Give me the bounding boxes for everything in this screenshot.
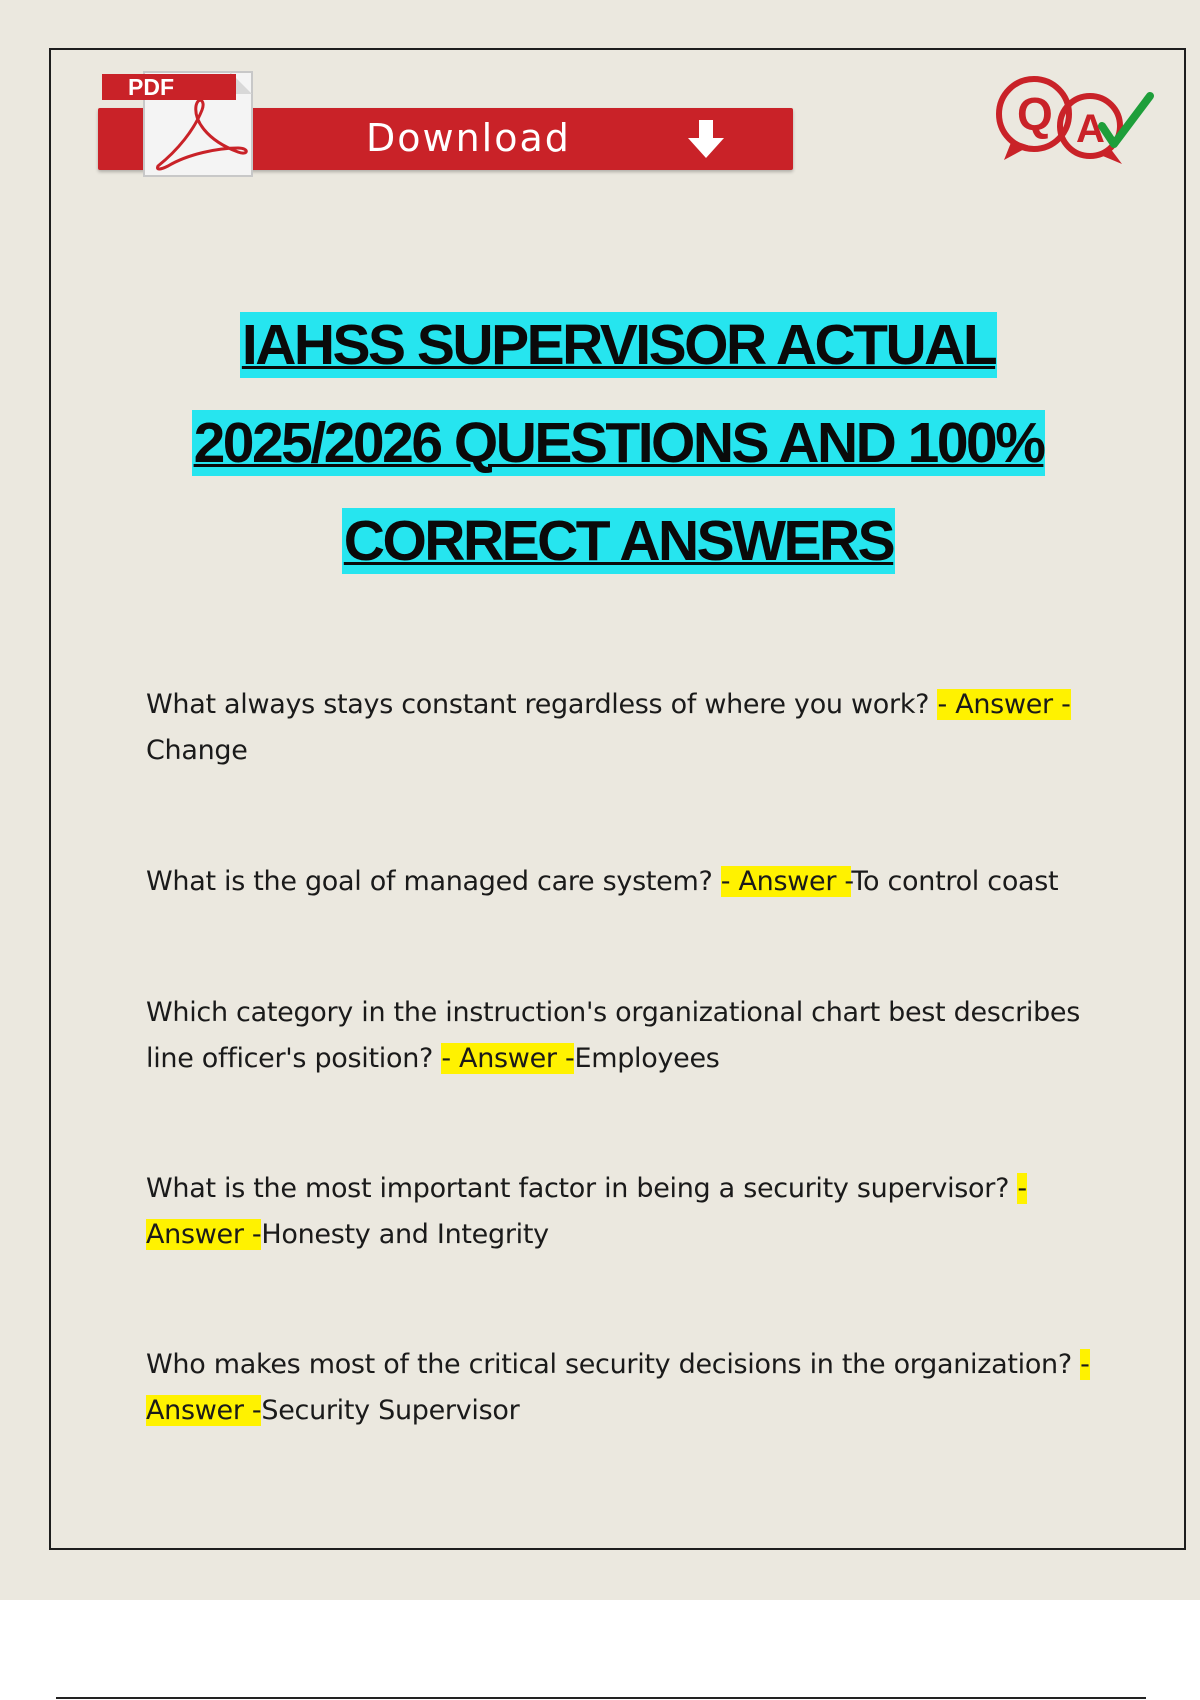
pdf-badge-text: PDF: [128, 74, 174, 100]
answer-marker: - Answer -: [441, 1043, 575, 1074]
qa-item-5: [146, 1342, 1096, 1434]
qa-item-1: [146, 682, 1096, 774]
download-arrow-icon[interactable]: [686, 118, 726, 160]
qa-item-4: [146, 1166, 1096, 1258]
document-title: [60, 312, 1177, 606]
answer-text: Security Supervisor: [261, 1395, 520, 1426]
answer-text: Employees: [574, 1043, 720, 1074]
answer-text: To control coast: [851, 866, 1059, 897]
question-text: Who makes most of the critical security decisions in the organization?: [146, 1349, 1081, 1380]
answer-marker: - Answer -: [720, 866, 852, 897]
qa-item-2: [146, 859, 1096, 905]
logo-q-text: Q: [1017, 88, 1053, 140]
title-line-3: CORRECT ANSWERS: [343, 509, 894, 573]
question-text: What always stays constant regardless of where you work?: [146, 689, 938, 720]
answer-marker: - Answer -: [937, 689, 1071, 720]
answer-text: Change: [146, 735, 248, 766]
pdf-file-icon: [98, 70, 290, 180]
download-label[interactable]: Download: [366, 116, 571, 160]
question-text: What is the most important factor in being a security supervisor?: [146, 1173, 1018, 1204]
answer-text: Honesty and Integrity: [261, 1219, 549, 1250]
question-text: Which category in the instruction's organizational chart best describes line officer's position?: [146, 997, 1081, 1074]
answer-marker: - Answer -: [146, 1349, 1090, 1426]
logo-a-text: A: [1076, 107, 1105, 151]
document-frame: [49, 48, 1186, 1550]
qa-logo-icon: [990, 70, 1158, 170]
question-text: What is the goal of managed care system?: [146, 866, 721, 897]
bottom-divider: [56, 1697, 1146, 1699]
answer-marker: - Answer -: [146, 1173, 1027, 1250]
title-line-2: 2025/2026 QUESTIONS AND 100%: [193, 411, 1044, 475]
title-line-1: IAHSS SUPERVISOR ACTUAL: [241, 313, 996, 377]
qa-item-3: [146, 990, 1096, 1082]
